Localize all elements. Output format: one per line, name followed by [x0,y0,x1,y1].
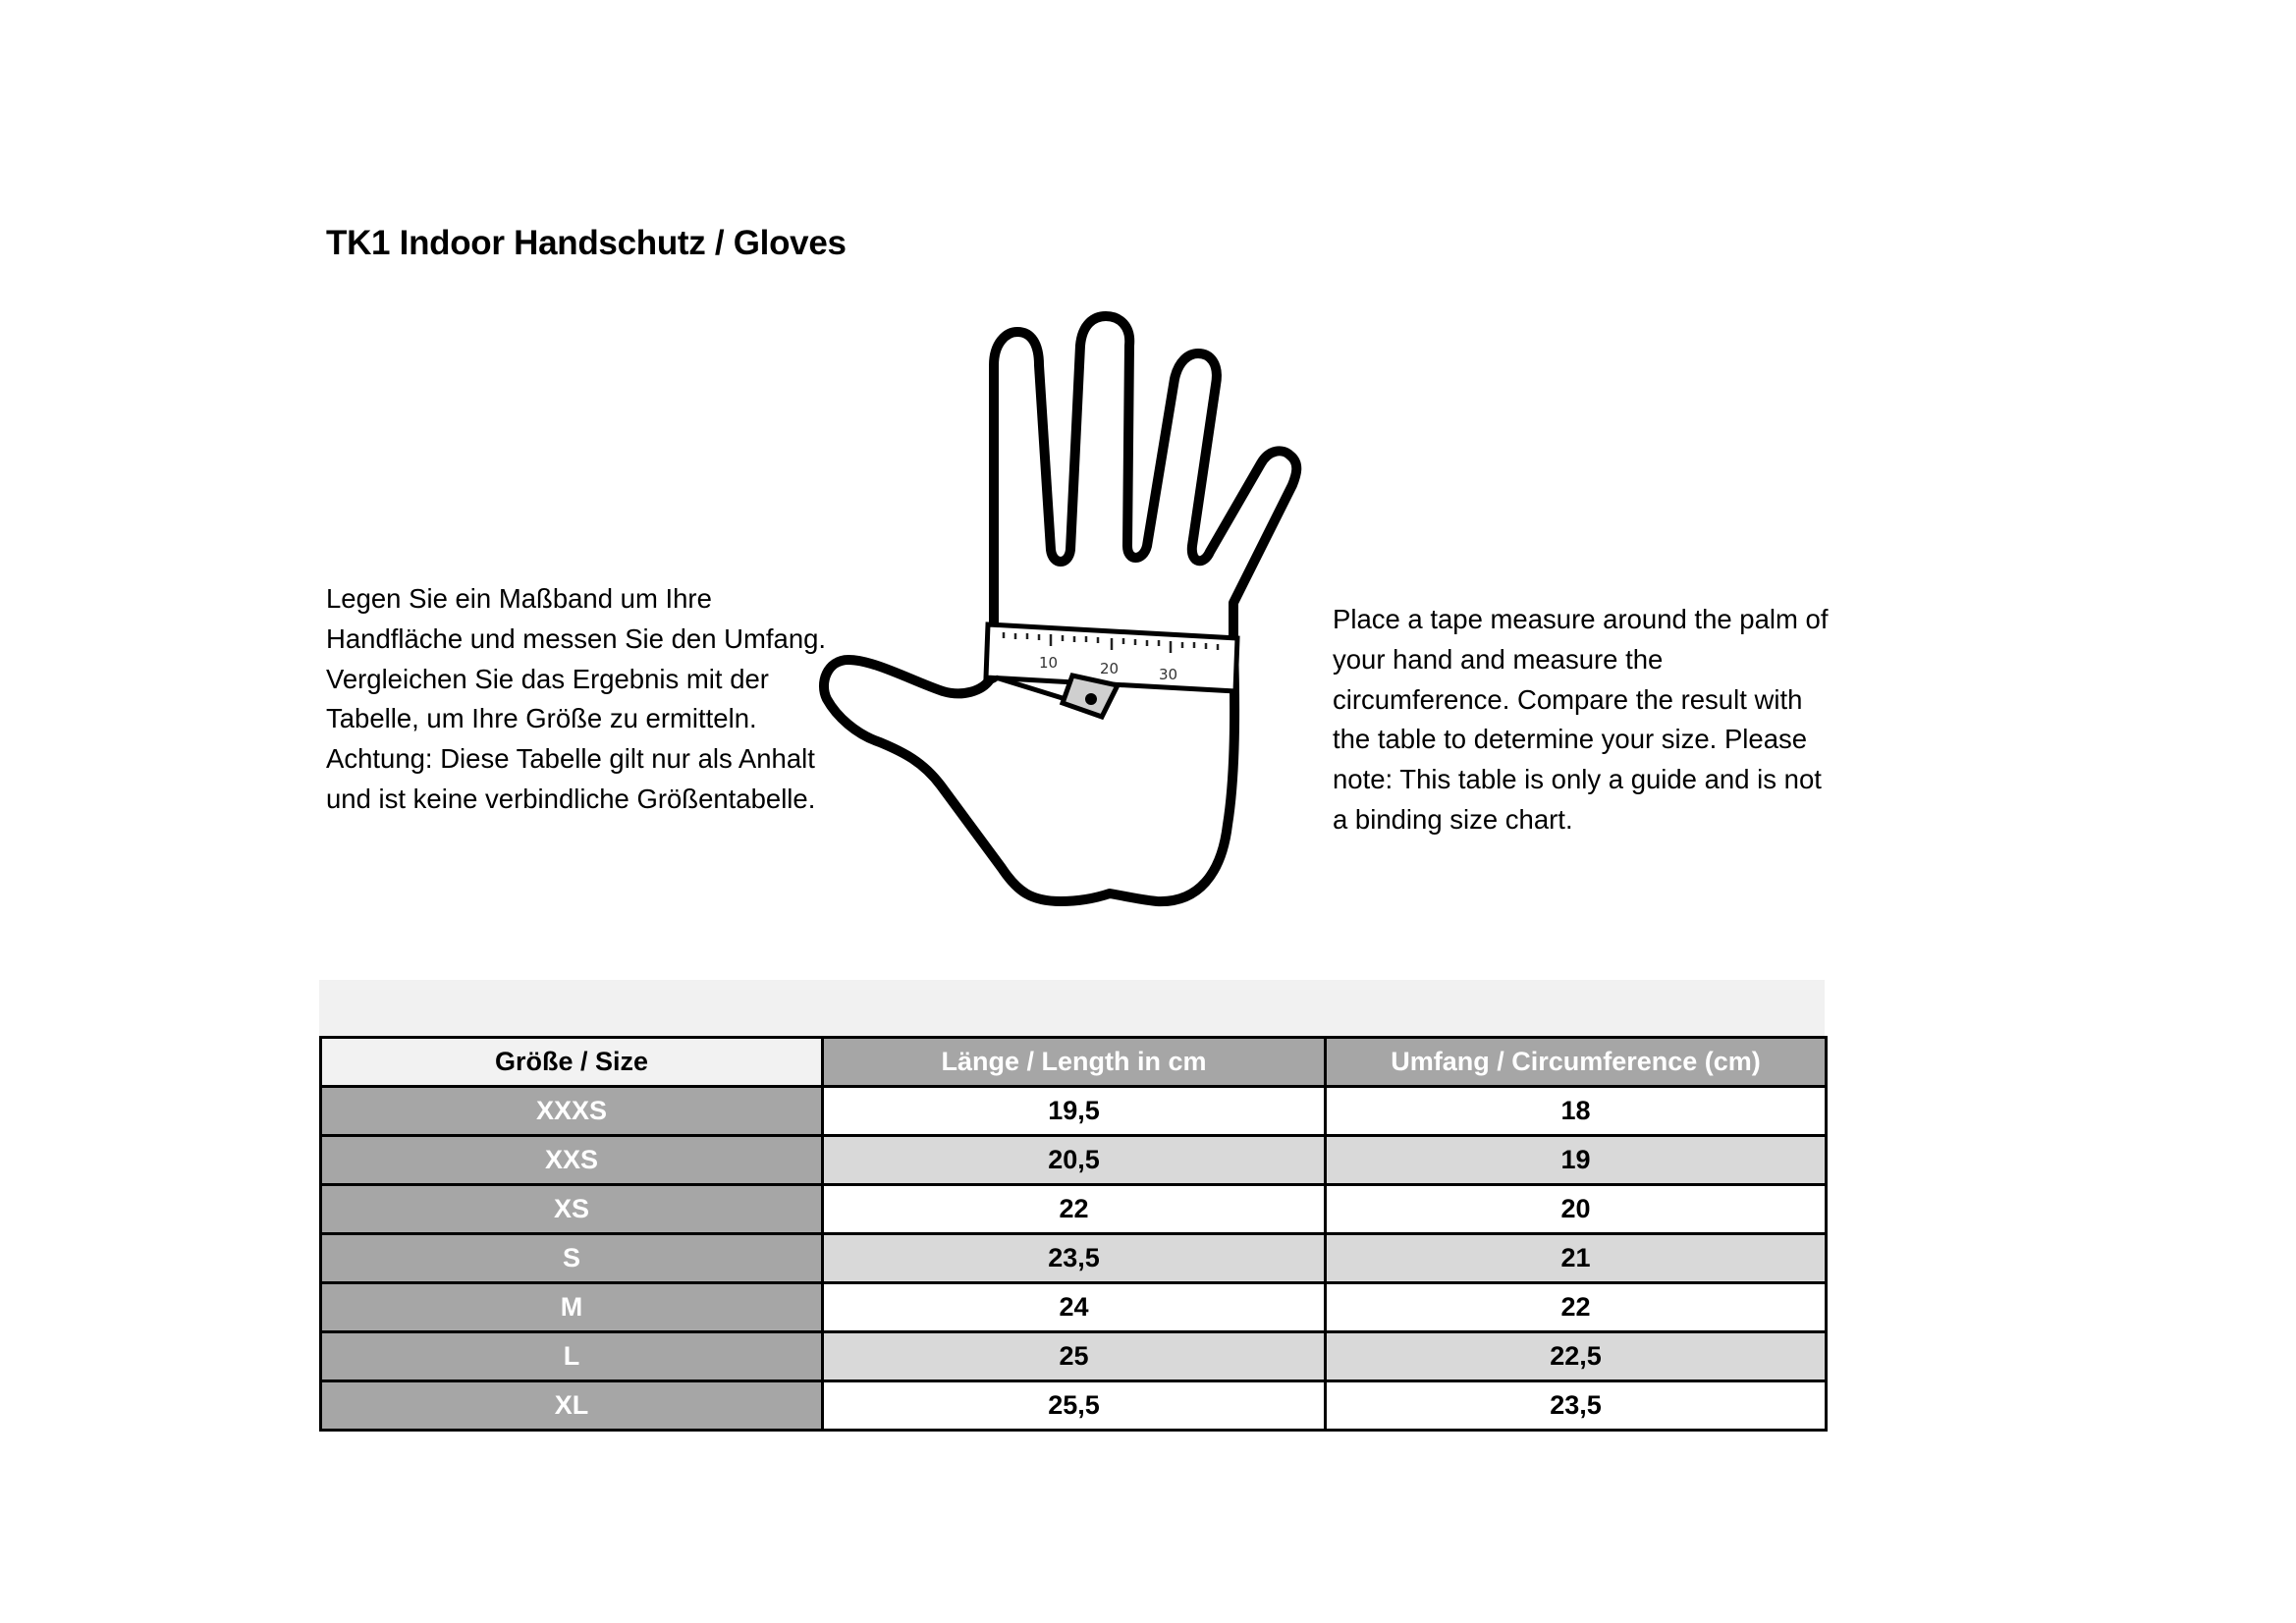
cell-length: 22 [823,1185,1326,1234]
cell-circumference: 22 [1326,1283,1827,1332]
cell-size: XS [321,1185,823,1234]
hand-outline [824,316,1296,901]
tape-label-30: 30 [1159,666,1178,683]
column-header-size: Größe / Size [321,1038,823,1087]
tape-measure [986,624,1237,691]
cell-size: XL [321,1381,823,1431]
cell-length: 23,5 [823,1234,1326,1283]
hand-with-tape-measure-icon [805,295,1316,943]
tape-label-10: 10 [1039,654,1059,672]
instructions-english: Place a tape measure around the palm of your hand and measure the circumference. Compare the result with the table to determine your size. Please note: This table is only a guide and is not a binding size chart. [1333,604,1829,835]
cell-circumference: 20 [1326,1185,1827,1234]
cell-size: XXS [321,1136,823,1185]
cell-length: 25,5 [823,1381,1326,1431]
cell-size: L [321,1332,823,1381]
table-row [321,1185,1827,1234]
instructions-german: Legen Sie ein Maßband um Ihre Handfläche und messen Sie den Umfang. Vergleichen Sie das Ergebnis mit der Tabelle, um Ihre Größe zu ermitteln. Achtung: Diese Tabelle gilt nur als Anhalt und ist keine verbindliche Größentabelle. [326,583,827,814]
cell-length: 25 [823,1332,1326,1381]
table-row [321,1087,1827,1136]
cell-circumference: 19 [1326,1136,1827,1185]
cell-length: 20,5 [823,1136,1326,1185]
table-row [321,1332,1827,1381]
cell-circumference: 18 [1326,1087,1827,1136]
table-header-band [319,980,1825,1036]
cell-size: XXXS [321,1087,823,1136]
cell-circumference: 22,5 [1326,1332,1827,1381]
tape-label-20: 20 [1100,660,1120,677]
column-header-length: Länge / Length in cm [823,1038,1326,1087]
document-title: TK1 Indoor Handschutz / Gloves [326,224,847,262]
table-row [321,1381,1827,1431]
table-row [321,1136,1827,1185]
cell-circumference: 21 [1326,1234,1827,1283]
cell-circumference: 23,5 [1326,1381,1827,1431]
cell-size: M [321,1283,823,1332]
table-row [321,1234,1827,1283]
cell-length: 19,5 [823,1087,1326,1136]
table-header-row [321,1038,1827,1087]
column-header-circumference: Umfang / Circumference (cm) [1326,1038,1827,1087]
table-row [321,1283,1827,1332]
size-table [319,1036,1828,1432]
cell-size: S [321,1234,823,1283]
cell-length: 24 [823,1283,1326,1332]
